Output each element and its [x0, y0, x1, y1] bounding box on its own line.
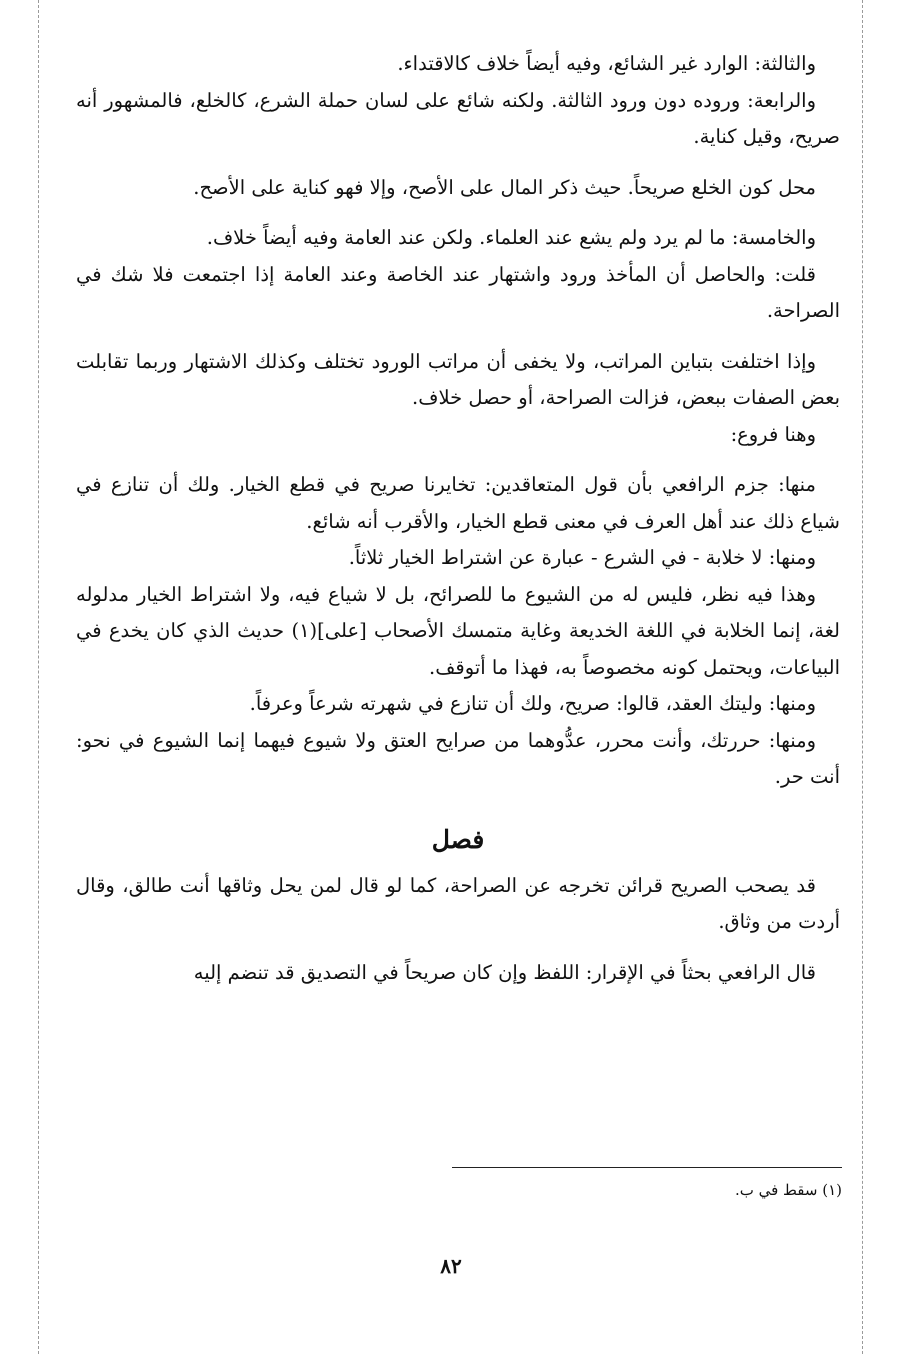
page-number: ٨٢: [440, 1254, 462, 1278]
paragraph-conclusion: قلت: والحاصل أن المأخذ ورود واشتهار عند الخاصة وعند العامة إذا اجتمعت فلا شك في الصراحة.: [76, 262, 840, 322]
paragraph-third-level: والثالثة: الوارد غير الشائع، وفيه أيضاً خلاف كالاقتداء.: [397, 52, 816, 75]
right-margin-guide: [862, 0, 863, 1354]
left-margin-guide: [38, 0, 39, 1354]
paragraph-branch-wallaytuka: ومنها: وليتك العقد، قالوا: صريح، ولك أن تنازع في شهرته شرعاً وعرفاً.: [249, 692, 816, 715]
paragraph-branches-intro: وهنا فروع:: [730, 422, 816, 446]
paragraph-branch-harrartuka: ومنها: حررتك، وأنت محرر، عدُّوهما من صرايح العتق ولا شيوع فيهما إنما الشيوع في نحو: أنت حر.: [76, 728, 840, 788]
paragraph-branch-takhayarna: منها: جزم الرافعي بأن قول المتعاقدين: تخايرنا صريح في قطع الخيار. ولك أن تنازع في شياع ذلك عند أهل العرف في معنى قطع الخيار، والأقرب أنه شائع.: [76, 473, 840, 533]
paragraph-fourth-level: والرابعة: وروده دون ورود الثالثة. ولكنه شائع على لسان حملة الشرع، كالخلع، فالمشهور أنه صريح، وقيل كناية.: [76, 88, 840, 148]
paragraph-khilaba-discussion: وهذا فيه نظر، فليس له من الشيوع ما للصرائح، بل لا شياع فيه، ولا اشتراط الخيار مدلوله لغة، إنما الخلابة في اللغة الخديعة وغاية متمسك الأصحاب [على](١) حديث الذي كان يخدع في البياعات، ويحتمل كونه مخصوصاً به، فهذا ما أتوقف.: [76, 582, 841, 679]
footnote-separator: [452, 1167, 842, 1168]
paragraph-branch-khilaba: ومنها: لا خلابة - في الشرع - عبارة عن اشتراط الخيار ثلاثاً.: [348, 546, 816, 569]
paragraph-differences: وإذا اختلفت بتباين المراتب، ولا يخفى أن مراتب الورود تختلف وكذلك الاشتهار وربما تقابلت بعض الصفات ببعض، فزالت الصراحة، أو حصل خلاف.: [76, 349, 840, 409]
paragraph-khul-note: محل كون الخلع صريحاً. حيث ذكر المال على الأصح، وإلا فهو كناية على الأصح.: [193, 175, 816, 199]
footnote: (١) سقط في ب.: [734, 1181, 842, 1199]
paragraph-section-opening: قد يصحب الصريح قرائن تخرجه عن الصراحة، كما لو قال لمن يحل وثاقها أنت طالق، وقال أردت من وثاق.: [76, 873, 840, 933]
body-text: [76, 46, 840, 991]
section-heading: فصل: [431, 824, 485, 854]
paragraph-rafii-iqrar: قال الرافعي بحثاً في الإقرار: اللفظ وإن كان صريحاً في التصديق قد تنضم إليه: [193, 960, 816, 984]
paragraph-fifth-level: والخامسة: ما لم يرد ولم يشع عند العلماء. ولكن عند العامة وفيه أيضاً خلاف.: [206, 226, 816, 249]
